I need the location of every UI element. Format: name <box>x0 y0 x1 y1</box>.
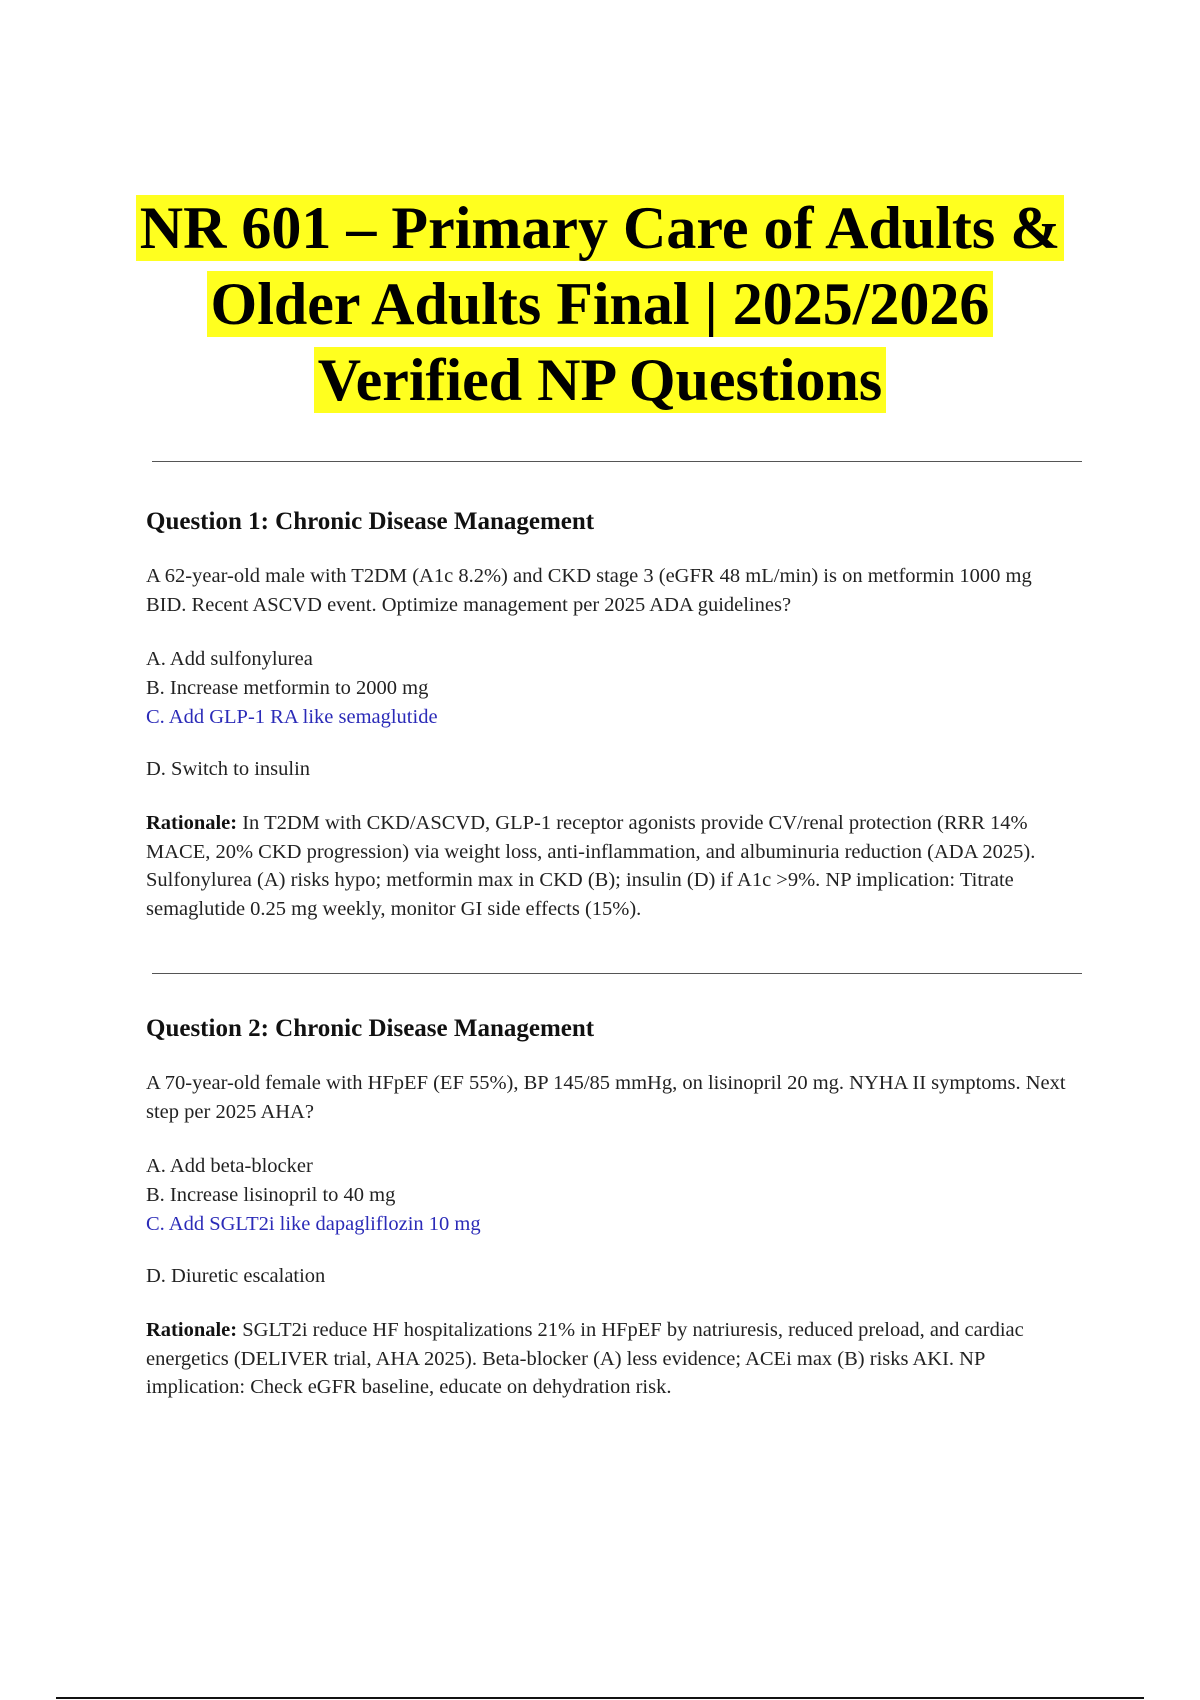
question-stem: A 70-year-old female with HFpEF (EF 55%), BP 145/85 mmHg, on lisinopril 20 mg. NYHA II symptoms. Next step per 2025 AHA? <box>146 1072 1066 1123</box>
page-footer-rule <box>56 1697 1144 1699</box>
option-b: B. Increase lisinopril to 40 mg <box>146 1184 396 1206</box>
document-title <box>0 190 1200 418</box>
section-divider <box>152 973 1082 974</box>
option-c-correct: C. Add GLP-1 RA like semaglutide <box>146 706 438 728</box>
question-1 <box>146 505 1076 923</box>
section-divider <box>152 461 1082 462</box>
title-line-3 <box>0 342 1200 418</box>
question-heading: Question 2: Chronic Disease Management <box>146 1015 595 1042</box>
option-c-correct: C. Add SGLT2i like dapagliflozin 10 mg <box>146 1213 481 1235</box>
option-a: A. Add sulfonylurea <box>146 648 313 670</box>
answer-options <box>146 1152 1076 1239</box>
question-2 <box>146 1012 1076 1402</box>
question-stem: A 62-year-old male with T2DM (A1c 8.2%) and CKD stage 3 (eGFR 48 mL/min) is on metformin 1000 mg BID. Recent ASCVD event. Optimize management per 2025 ADA guidelines? <box>146 565 1032 616</box>
option-d: D. Switch to insulin <box>146 758 311 780</box>
rationale-label: Rationale: <box>146 1319 238 1341</box>
rationale-text: In T2DM with CKD/ASCVD, GLP-1 receptor agonists provide CV/renal protection (RRR 14% MACE, 20% CKD progression) via weight loss, anti-inflammation, and albuminuria reduction (ADA 2025). Sulfonylurea (A) risks hypo; metformin max in CKD (B); insulin (D) if A1c >9%. NP implication: Titrate semaglutide 0.25 mg weekly, monitor GI side effects (15%). <box>146 812 1036 920</box>
title-line-3-text: Verified NP Questions <box>314 347 886 413</box>
rationale-label: Rationale: <box>146 812 238 834</box>
title-line-1-text: NR 601 – Primary Care of Adults & <box>136 195 1064 261</box>
option-b: B. Increase metformin to 2000 mg <box>146 677 429 699</box>
option-a: A. Add beta-blocker <box>146 1155 313 1177</box>
title-line-1 <box>0 190 1200 266</box>
rationale <box>146 809 1076 923</box>
option-d: D. Diuretic escalation <box>146 1265 326 1287</box>
question-heading: Question 1: Chronic Disease Management <box>146 508 595 535</box>
title-line-2 <box>0 266 1200 342</box>
rationale-text: SGLT2i reduce HF hospitalizations 21% in HFpEF by natriuresis, reduced preload, and cardiac energetics (DELIVER trial, AHA 2025). Beta-blocker (A) less evidence; ACEi max (B) risks AKI. NP implication: Check eGFR baseline, educate on dehydration risk. <box>146 1319 1024 1398</box>
rationale <box>146 1316 1076 1402</box>
title-line-2-text: Older Adults Final | 2025/2026 <box>207 271 994 337</box>
answer-options <box>146 645 1076 732</box>
